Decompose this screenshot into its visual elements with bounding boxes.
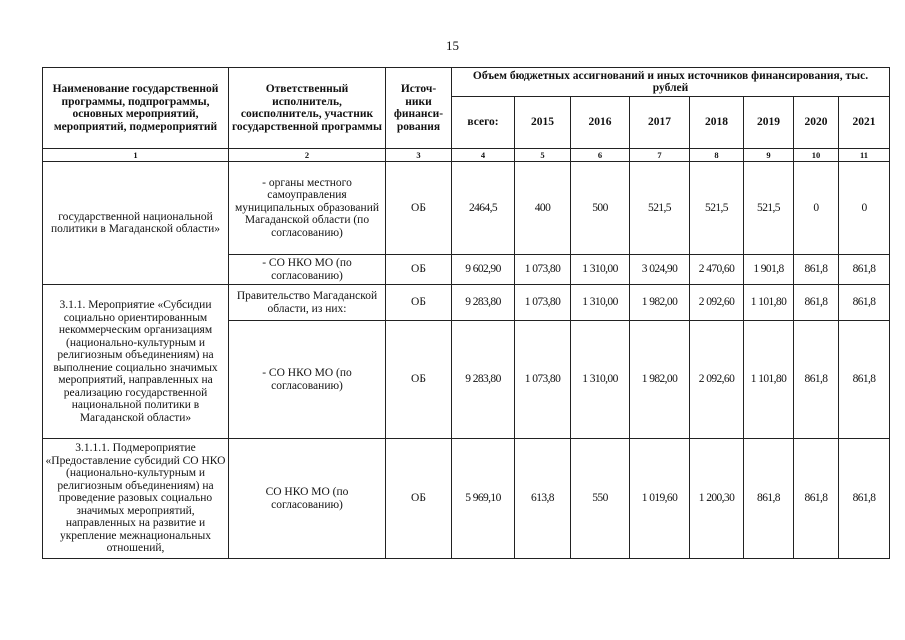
row-value: 613,8 — [515, 439, 571, 559]
budget-table — [42, 67, 890, 559]
row-value: 1 101,80 — [744, 321, 794, 439]
table-row — [43, 285, 890, 321]
row-value-total: 9 283,80 — [452, 285, 515, 321]
row-source: ОБ — [386, 439, 452, 559]
row-value: 1 982,00 — [630, 321, 690, 439]
row-value: 861,8 — [794, 255, 839, 285]
row-responsible: Правительство Магаданской области, из них: — [229, 285, 386, 321]
row-value-total: 9 283,80 — [452, 321, 515, 439]
row-name: государственной национальной политики в Магаданской области» — [43, 162, 229, 285]
column-index: 8 — [690, 149, 744, 162]
header-year: 2016 — [571, 97, 630, 149]
row-responsible: СО НКО МО (по согласованию) — [229, 439, 386, 559]
row-value-total: 9 602,90 — [452, 255, 515, 285]
row-value: 1 310,00 — [571, 285, 630, 321]
row-name: 3.1.1.1. Подмероприятие «Предоставление субсидий СО НКО (национально-культурным и религиозным объединениям) на проведение разовых социально значимых мероприятий, направленных на развитие и укрепление межнациональных отношений, — [43, 439, 229, 559]
row-value: 0 — [839, 162, 890, 255]
row-source: ОБ — [386, 285, 452, 321]
row-value: 861,8 — [744, 439, 794, 559]
row-source: ОБ — [386, 162, 452, 255]
row-value: 0 — [794, 162, 839, 255]
row-value: 861,8 — [839, 321, 890, 439]
row-value: 521,5 — [630, 162, 690, 255]
row-responsible: - органы местного самоуправления муниципальных образований Магаданской области (по согласованию) — [229, 162, 386, 255]
row-value: 861,8 — [839, 255, 890, 285]
row-responsible: - СО НКО МО (по согласованию) — [229, 255, 386, 285]
column-index: 7 — [630, 149, 690, 162]
row-source: ОБ — [386, 255, 452, 285]
column-index: 5 — [515, 149, 571, 162]
header-volume: Объем бюджетных ассигнований и иных источников финансирования, тыс. рублей — [452, 68, 890, 97]
header-name: Наименование государственной программы, подпрограммы, основных мероприятий, мероприятий, подмероприятий — [43, 68, 229, 149]
header-year: 2015 — [515, 97, 571, 149]
row-name: 3.1.1. Мероприятие «Субсидии социально ориентированным некоммерческим организациям (национально-культурным и религиозным объединениям) на выполнение социально значимых мероприятий, направленных на реализацию государственной национальной политики в Магаданской области» — [43, 285, 229, 439]
row-value: 1 200,30 — [690, 439, 744, 559]
row-value: 861,8 — [794, 321, 839, 439]
row-value: 521,5 — [690, 162, 744, 255]
column-index: 9 — [744, 149, 794, 162]
column-index: 10 — [794, 149, 839, 162]
header-responsible: Ответственный исполнитель, соисполнитель, участник государственной программы — [229, 68, 386, 149]
row-value: 861,8 — [794, 285, 839, 321]
column-index: 3 — [386, 149, 452, 162]
header-year: 2018 — [690, 97, 744, 149]
row-value: 1 901,8 — [744, 255, 794, 285]
row-value: 500 — [571, 162, 630, 255]
row-value: 2 470,60 — [690, 255, 744, 285]
row-value: 1 073,80 — [515, 285, 571, 321]
column-index: 11 — [839, 149, 890, 162]
column-index: 6 — [571, 149, 630, 162]
row-source: ОБ — [386, 321, 452, 439]
row-value: 861,8 — [794, 439, 839, 559]
table-row — [43, 162, 890, 255]
row-value-total: 2464,5 — [452, 162, 515, 255]
row-value: 550 — [571, 439, 630, 559]
page-number: 15 — [446, 38, 459, 53]
row-value: 861,8 — [839, 439, 890, 559]
column-index: 1 — [43, 149, 229, 162]
header-year: 2017 — [630, 97, 690, 149]
row-value: 3 024,90 — [630, 255, 690, 285]
row-value-total: 5 969,10 — [452, 439, 515, 559]
row-value: 2 092,60 — [690, 285, 744, 321]
row-value: 1 073,80 — [515, 255, 571, 285]
row-value: 400 — [515, 162, 571, 255]
row-value: 1 073,80 — [515, 321, 571, 439]
column-index-row — [43, 149, 890, 162]
row-value: 1 019,60 — [630, 439, 690, 559]
header-source: Источ-ники финанси-рования — [386, 68, 452, 149]
row-value: 861,8 — [839, 285, 890, 321]
row-value: 1 982,00 — [630, 285, 690, 321]
header-year: 2019 — [744, 97, 794, 149]
row-value: 1 101,80 — [744, 285, 794, 321]
column-index: 2 — [229, 149, 386, 162]
header-year: 2021 — [839, 97, 890, 149]
header-year: 2020 — [794, 97, 839, 149]
header-total: всего: — [452, 97, 515, 149]
row-value: 1 310,00 — [571, 255, 630, 285]
row-value: 1 310,00 — [571, 321, 630, 439]
row-responsible: - СО НКО МО (по согласованию) — [229, 321, 386, 439]
row-value: 521,5 — [744, 162, 794, 255]
column-index: 4 — [452, 149, 515, 162]
table-row — [43, 439, 890, 559]
row-value: 2 092,60 — [690, 321, 744, 439]
